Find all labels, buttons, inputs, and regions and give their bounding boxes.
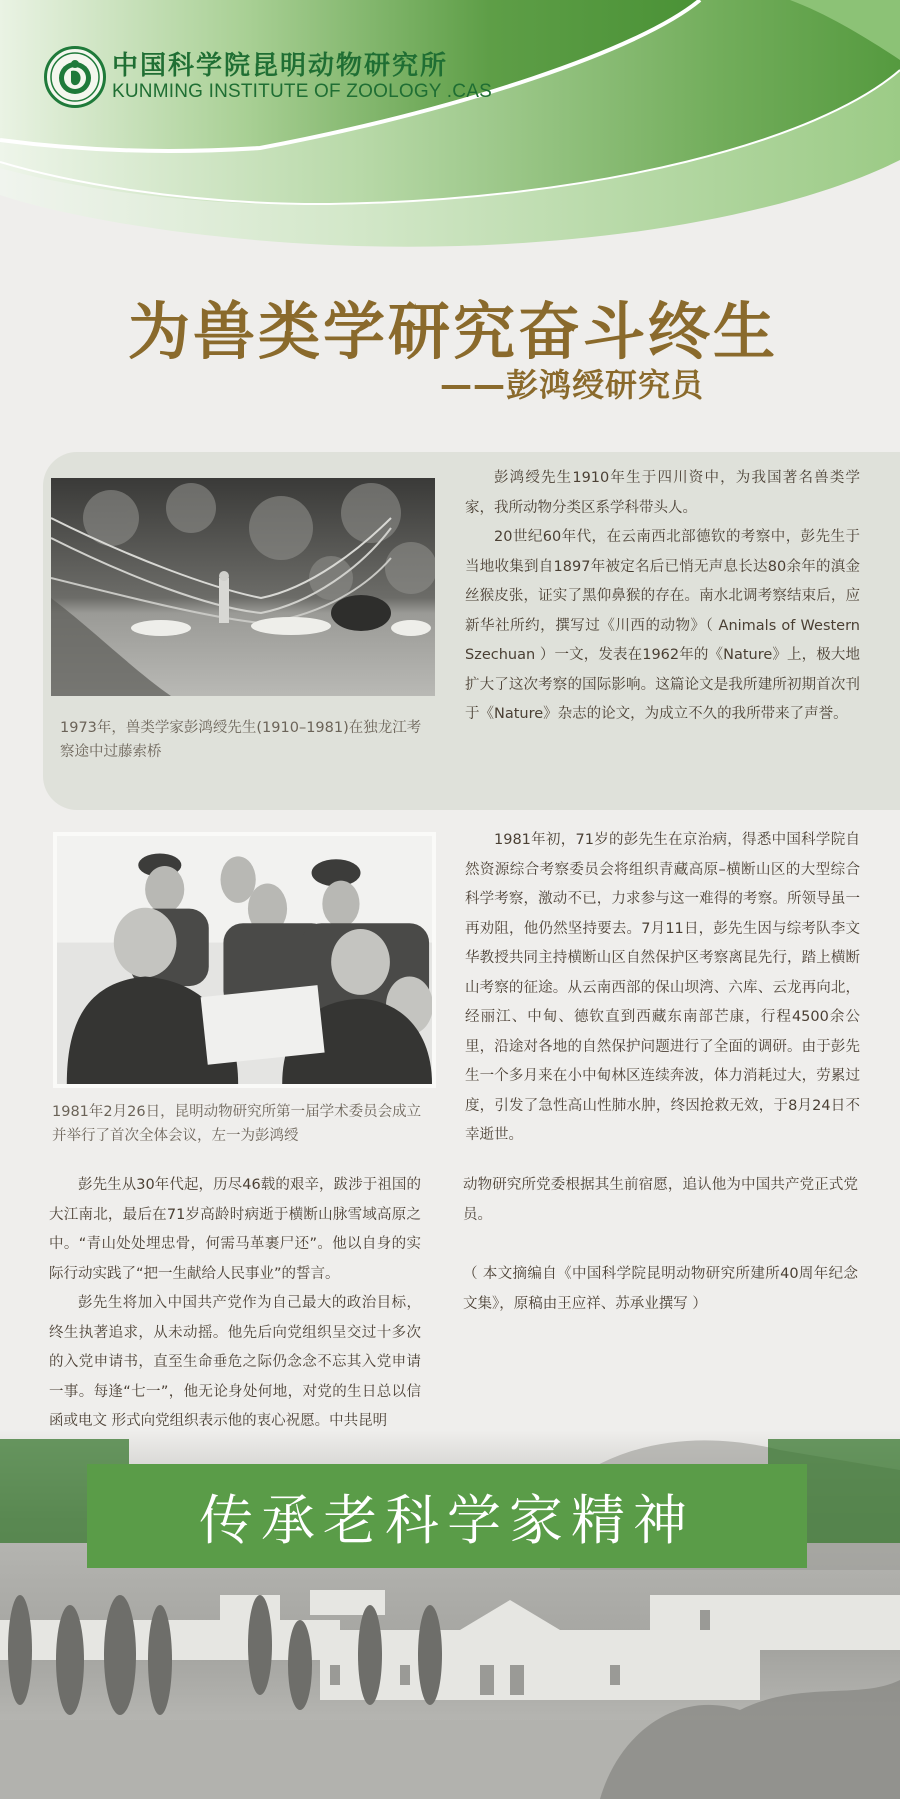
- institute-logo: [44, 46, 492, 108]
- paragraph: 彭鸿绶先生1910年生于四川资中，为我国著名兽类学家，我所动物分类区系学科带头人。: [465, 470, 860, 516]
- section2-text: [465, 826, 860, 1151]
- slogan-banner: [87, 1464, 807, 1568]
- section3-right-text: [463, 1171, 858, 1319]
- slogan-text: 传承老科学家精神: [199, 1488, 695, 1552]
- institute-name-en: KUNMING INSTITUTE OF ZOOLOGY .CAS: [112, 81, 492, 102]
- paragraph: 20世纪60年代，在云南西北部德钦的考察中，彭先生于当地收集到自1897年被定名后已悄无声息长达80余年的滇金丝猴皮张，证实了黑仰鼻猴的存在。南水北调考察结束后，应新华社所约，撰写过《川西的动物》（ Animals of Western Szechuan ）一文，发表在1962年的《Nature》上，极大地扩大了这次考察的国际影响。这篇论文是我所建所初期首次刊于《Nature》杂志的论文，为成立不久的我所带来了声誉。: [465, 529, 860, 722]
- rope-bridge-photo: [51, 478, 435, 696]
- header-wave-decoration: [0, 0, 900, 260]
- committee-meeting-caption: 1981年2月26日，昆明动物研究所第一届学术委员会成立并举行了首次全体会议，左一为彭鸿绶: [52, 1104, 422, 1144]
- section1-text: [465, 464, 860, 730]
- committee-meeting-photo: [53, 832, 436, 1088]
- rope-bridge-caption: 1973年，兽类学家彭鸿绶先生(1910–1981)在独龙江考察途中过藤索桥: [60, 720, 422, 760]
- paragraph: 动物研究所党委根据其生前宿愿，追认他为中国共产党正式党员。: [463, 1177, 858, 1223]
- paragraph: 彭先生将加入中国共产党作为自己最大的政治目标，终生执著追求，从未动摇。他先后向党组织呈交过十多次的入党申请书，直至生命垂危之际仍念念不忘其入党申请一事。每逢“七一”，他无论身处何地，对党的生日总以信函或电文 形式向党组织表示他的衷心祝愿。中共昆明: [49, 1295, 421, 1429]
- institute-emblem-icon: [44, 46, 106, 108]
- institute-name-cn: 中国科学院昆明动物研究所: [112, 51, 449, 81]
- paragraph: 1981年初，71岁的彭先生在京治病，得悉中国科学院自然资源综合考察委员会将组织青藏高原–横断山区的大型综合科学考察，激动不已，力求参与这一难得的考察。所领导虽一再劝阻，他仍然坚持要去。7月11日，彭先生因与综考队李文华教授共同主持横断山区自然保护区考察离昆先行，踏上横断山考察的征途。从云南西部的保山坝湾、六库、云龙再向北，经丽江、中甸、德钦直到西藏东南部芒康，行程4500余公里，沿途对各地的自然保护问题进行了全面的调研。由于彭先生一个多月来在小中甸林区连续奔波，体力消耗过大，劳累过度，引发了急性高山性肺水肿，终因抢救无效，于8月24日不幸逝世。: [465, 832, 860, 1143]
- section3-left-text: [49, 1171, 421, 1437]
- page-subtitle: ——彭鸿绶研究员: [440, 366, 705, 404]
- source-note: （ 本文摘编自《中国科学院昆明动物研究所建所40周年纪念文集》，原稿由王应祥、苏承业撰写 ）: [463, 1266, 858, 1312]
- paragraph: 彭先生从30年代起，历尽46载的艰辛，跋涉于祖国的大江南北，最后在71岁高龄时病逝于横断山脉雪域高原之中。“青山处处埋忠骨，何需马革裹尸还”。他以自身的实际行动实践了“把一生献给人民事业”的誓言。: [49, 1177, 421, 1282]
- page-title: 为兽类学研究奋斗终生: [128, 295, 779, 368]
